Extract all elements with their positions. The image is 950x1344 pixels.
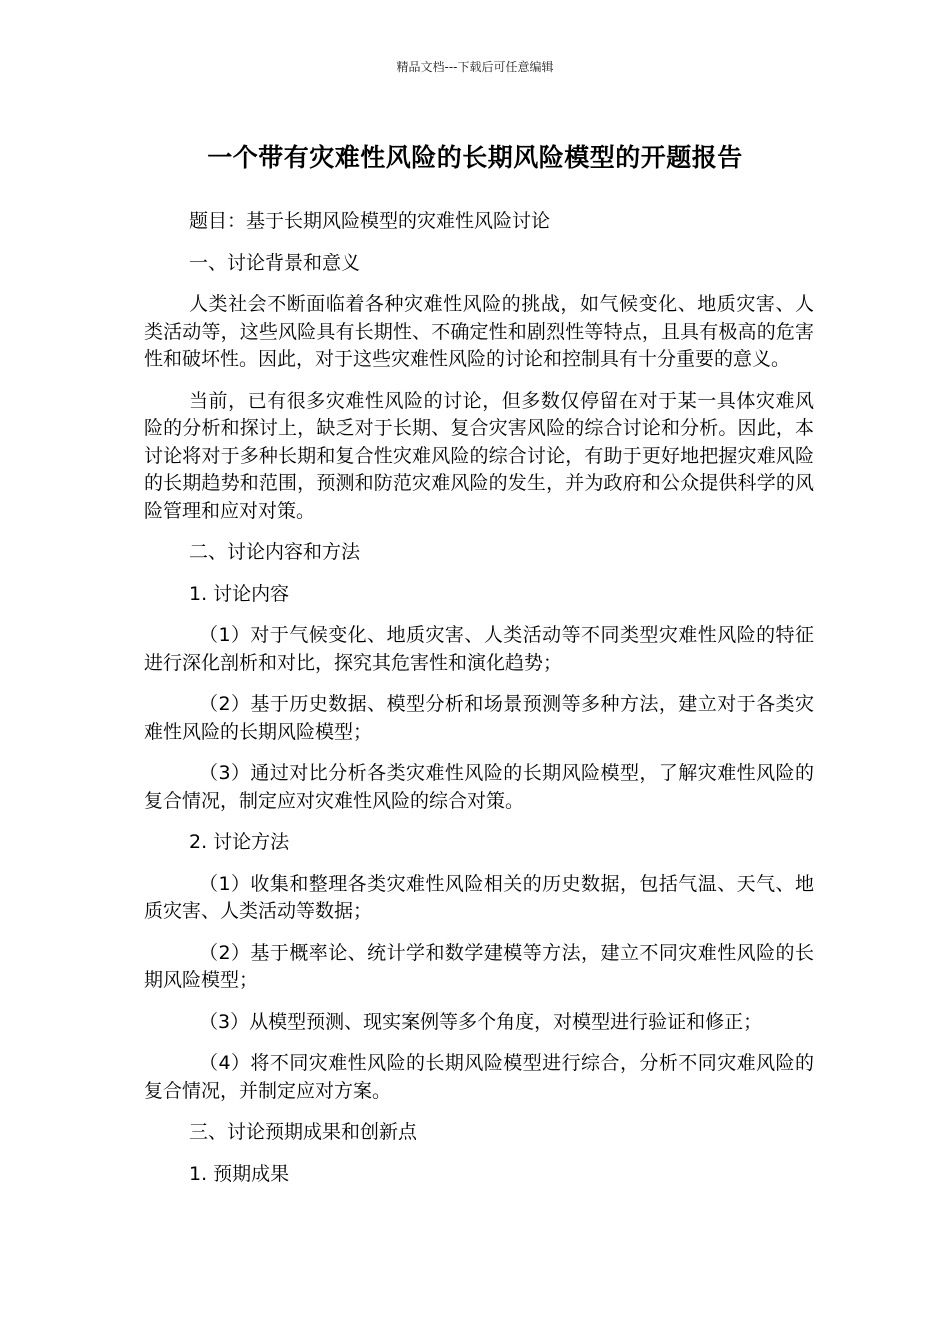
method-item-1: （1）收集和整理各类灾难性风险相关的历史数据，包括气温、天气、地质灾害、人类活动等数据； xyxy=(144,872,814,922)
document-title: 一个带有灾难性风险的长期风险模型的开题报告 xyxy=(207,143,743,172)
page-header-note: 精品文档---下载后可任意编辑 xyxy=(396,60,554,74)
content-item-1: （1）对于气候变化、地质灾害、人类活动等不同类型灾难性风险的特征进行深化剖析和对比，探究其危害性和演化趋势； xyxy=(144,624,814,674)
paragraph-background: 人类社会不断面临着各种灾难性风险的挑战，如气候变化、地质灾害、人类活动等，这些风险具有长期性、不确定性和剧烈性等特点，且具有极高的危害性和破坏性。因此，对于这些灾难性风险的讨论和控制具有十分重要的意义。 xyxy=(144,293,814,370)
subheading-methods: 2. 讨论方法 xyxy=(189,831,290,853)
method-item-4: （4）将不同灾难性风险的长期风险模型进行综合，分析不同灾难风险的复合情况，并制定应对方案。 xyxy=(144,1052,814,1102)
method-item-3: （3）从模型预测、现实案例等多个角度，对模型进行验证和修正； xyxy=(199,1010,763,1033)
section-heading-2: 二、讨论内容和方法 xyxy=(189,541,361,563)
section-heading-1: 一、讨论背景和意义 xyxy=(189,251,361,274)
topic-line: 题目：基于长期风险模型的灾难性风险讨论 xyxy=(189,210,551,232)
content-item-2: （2）基于历史数据、模型分析和场景预测等多种方法，建立对于各类灾难性风险的长期风险模型； xyxy=(144,693,814,743)
subheading-content: 1. 讨论内容 xyxy=(189,582,290,605)
section-heading-3: 三、讨论预期成果和创新点 xyxy=(189,1121,418,1143)
document-body xyxy=(144,208,814,1202)
subheading-expected-results: 1. 预期成果 xyxy=(189,1162,290,1185)
content-item-3: （3）通过对比分析各类灾难性风险的长期风险模型，了解灾难性风险的复合情况，制定应对灾难性风险的综合对策。 xyxy=(144,762,814,812)
method-item-2: （2）基于概率论、统计学和数学建模等方法，建立不同灾难性风险的长期风险模型； xyxy=(144,941,814,991)
paragraph-current-status: 当前，已有很多灾难性风险的讨论，但多数仅停留在对于某一具体灾难风险的分析和探讨上，缺乏对于长期、复合灾害风险的综合讨论和分析。因此，本讨论将对于多种长期和复合性灾难风险的综合讨论，有助于更好地把握灾难风险的长期趋势和范围，预测和防范灾难风险的发生，并为政府和公众提供科学的风险管理和应对对策。 xyxy=(144,389,814,522)
